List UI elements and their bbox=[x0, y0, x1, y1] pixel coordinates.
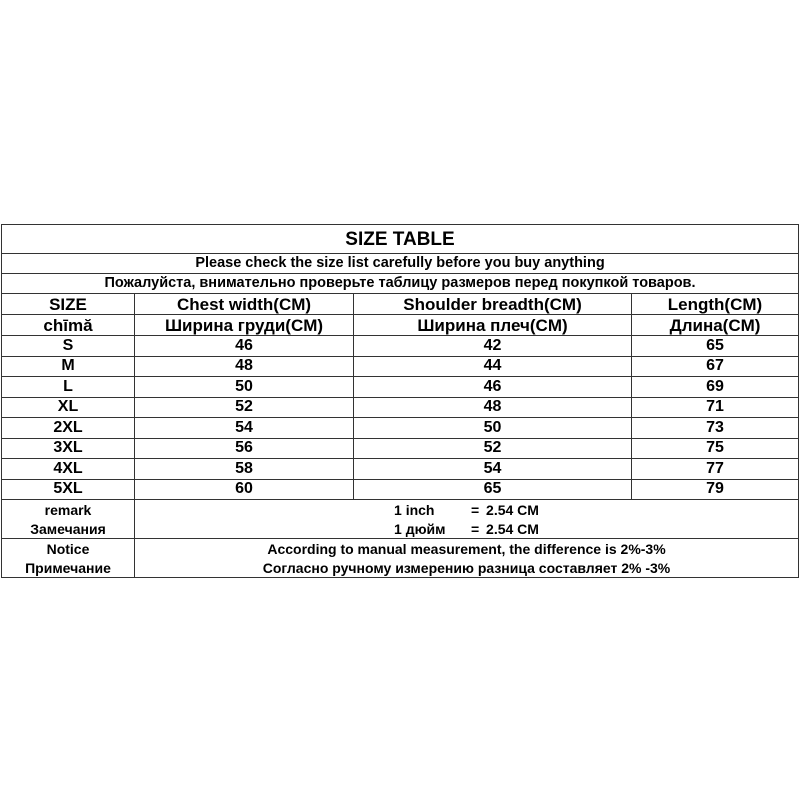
chest-cell: 56 bbox=[135, 438, 354, 459]
remark-label-en: remark bbox=[44, 501, 92, 518]
chest-cell: 60 bbox=[135, 479, 354, 500]
header-size: SIZE bbox=[2, 294, 135, 315]
header-shoulder-alt: Ширина плеч(CM) bbox=[354, 315, 632, 336]
length-cell: 77 bbox=[632, 459, 799, 480]
shoulder-cell: 48 bbox=[354, 397, 632, 418]
notice-text-cell bbox=[135, 539, 799, 578]
shoulder-cell: 50 bbox=[354, 418, 632, 439]
length-cell: 67 bbox=[632, 356, 799, 377]
header-chest-alt: Ширина груди(CM) bbox=[135, 315, 354, 336]
remark-line-inch: 1 inch = 2.54 CM bbox=[394, 501, 539, 518]
table-row bbox=[2, 479, 799, 500]
size-cell: 2XL bbox=[2, 418, 135, 439]
shoulder-cell: 65 bbox=[354, 479, 632, 500]
length-cell: 71 bbox=[632, 397, 799, 418]
length-cell: 75 bbox=[632, 438, 799, 459]
shoulder-cell: 42 bbox=[354, 336, 632, 357]
shoulder-cell: 52 bbox=[354, 438, 632, 459]
notice-label-cell bbox=[2, 539, 135, 578]
shoulder-cell: 54 bbox=[354, 459, 632, 480]
subtitle-en: Please check the size list carefully before you buy anything bbox=[2, 254, 799, 274]
subtitle-ru: Пожалуйста, внимательно проверьте таблицу размеров перед покупкой товаров. bbox=[2, 274, 799, 294]
header-row-en bbox=[2, 294, 799, 315]
size-table bbox=[1, 224, 799, 578]
table-row bbox=[2, 438, 799, 459]
remark-row bbox=[2, 500, 799, 539]
remark-label-ru: Замечания bbox=[30, 520, 106, 537]
shoulder-cell: 44 bbox=[354, 356, 632, 377]
remark-label-cell bbox=[2, 500, 135, 539]
table-row bbox=[2, 356, 799, 377]
subtitle-en-row bbox=[2, 254, 799, 274]
chest-cell: 46 bbox=[135, 336, 354, 357]
header-length-alt: Длина(CM) bbox=[632, 315, 799, 336]
table-row bbox=[2, 459, 799, 480]
subtitle-ru-row bbox=[2, 274, 799, 294]
size-cell: S bbox=[2, 336, 135, 357]
size-cell: 5XL bbox=[2, 479, 135, 500]
table-row bbox=[2, 418, 799, 439]
size-cell: 3XL bbox=[2, 438, 135, 459]
size-cell: XL bbox=[2, 397, 135, 418]
notice-label-en: Notice bbox=[46, 540, 90, 557]
table-title: SIZE TABLE bbox=[2, 225, 799, 254]
table-row bbox=[2, 377, 799, 398]
header-length: Length(CM) bbox=[632, 294, 799, 315]
chest-cell: 48 bbox=[135, 356, 354, 377]
chest-cell: 58 bbox=[135, 459, 354, 480]
notice-label-ru: Примечание bbox=[25, 559, 111, 576]
header-size-alt: chīmă bbox=[2, 315, 135, 336]
notice-text-ru: Согласно ручному измерению разница составляет 2% -3% bbox=[262, 559, 671, 576]
chest-cell: 50 bbox=[135, 377, 354, 398]
size-cell: M bbox=[2, 356, 135, 377]
notice-text-en: According to manual measurement, the difference is 2%-3% bbox=[267, 540, 666, 557]
size-cell: L bbox=[2, 377, 135, 398]
chest-cell: 54 bbox=[135, 418, 354, 439]
length-cell: 65 bbox=[632, 336, 799, 357]
length-cell: 79 bbox=[632, 479, 799, 500]
length-cell: 73 bbox=[632, 418, 799, 439]
table-row bbox=[2, 336, 799, 357]
length-cell: 69 bbox=[632, 377, 799, 398]
chest-cell: 52 bbox=[135, 397, 354, 418]
header-row-alt bbox=[2, 315, 799, 336]
notice-row bbox=[2, 539, 799, 578]
table-row bbox=[2, 397, 799, 418]
shoulder-cell: 46 bbox=[354, 377, 632, 398]
remark-line-duim: 1 дюйм = 2.54 CM bbox=[394, 520, 539, 537]
remark-value-cell bbox=[135, 500, 799, 539]
title-row bbox=[2, 225, 799, 254]
size-cell: 4XL bbox=[2, 459, 135, 480]
header-chest: Chest width(CM) bbox=[135, 294, 354, 315]
header-shoulder: Shoulder breadth(CM) bbox=[354, 294, 632, 315]
